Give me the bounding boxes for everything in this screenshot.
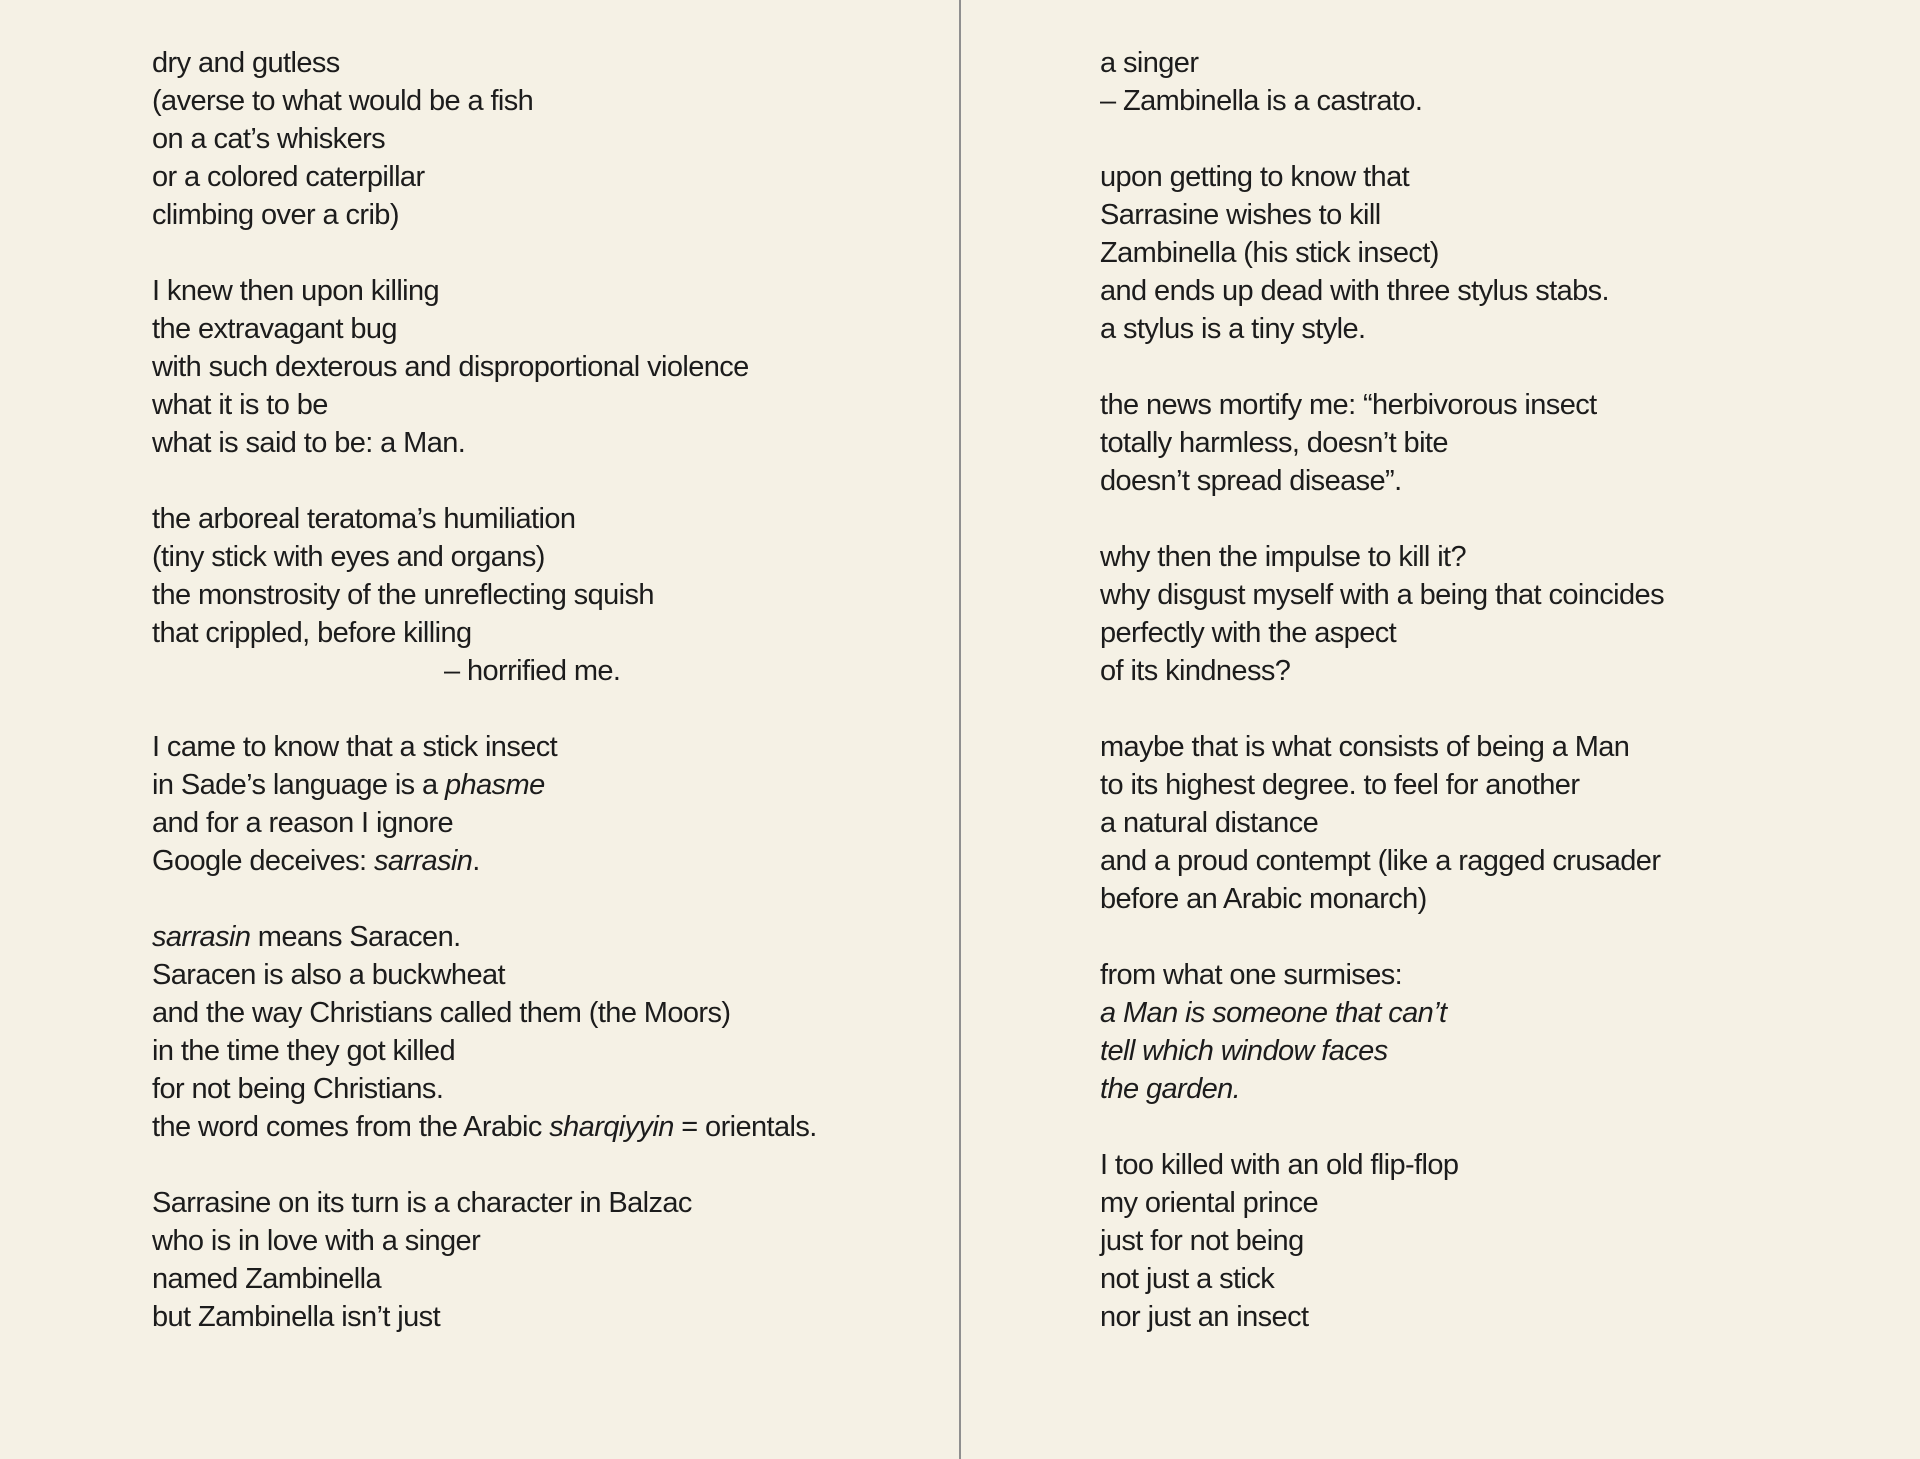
- poem-line: [152, 386, 912, 424]
- line-text: named Zambinella: [152, 1263, 381, 1295]
- poem-line: [152, 652, 912, 690]
- poem-line: [1100, 614, 1860, 652]
- poem-line: [152, 310, 912, 348]
- line-text: the monstrosity of the unreflecting squish: [152, 579, 654, 611]
- stanza-break: [152, 880, 912, 918]
- line-text: my oriental prince: [1100, 1187, 1319, 1219]
- line-text: before an Arabic monarch): [1100, 883, 1427, 915]
- right-page: [1100, 44, 1860, 1336]
- line-text: I came to know that a stick insect: [152, 731, 558, 763]
- poem-line: [152, 1070, 912, 1108]
- poem-line: [1100, 956, 1860, 994]
- poem-line: [152, 1184, 912, 1222]
- line-text: for not being Christians.: [152, 1073, 444, 1105]
- line-text: and for a reason I ignore: [152, 807, 453, 839]
- poem-line: [152, 196, 912, 234]
- line-text: I knew then upon killing: [152, 275, 440, 307]
- poem-line: [1100, 386, 1860, 424]
- line-text: Google deceives:: [152, 845, 374, 877]
- poem-line: [152, 538, 912, 576]
- line-text: who is in love with a singer: [152, 1225, 481, 1257]
- poem-line: [152, 1032, 912, 1070]
- poem-line: [152, 728, 912, 766]
- poem-line: [1100, 728, 1860, 766]
- line-text: – horrified me.: [444, 655, 621, 687]
- line-text: (tiny stick with eyes and organs): [152, 541, 545, 573]
- line-text: in the time they got killed: [152, 1035, 455, 1067]
- italic-text: phasme: [445, 769, 545, 801]
- poem-line: [1100, 1184, 1860, 1222]
- line-text: not just a stick: [1100, 1263, 1275, 1295]
- poem-line: [1100, 1146, 1860, 1184]
- poem-line: [152, 994, 912, 1032]
- line-text: Saracen is also a buckwheat: [152, 959, 505, 991]
- poem-line: [1100, 766, 1860, 804]
- line-text: a natural distance: [1100, 807, 1319, 839]
- line-text: .: [472, 845, 480, 877]
- poem-line: [1100, 234, 1860, 272]
- line-text: why then the impulse to kill it?: [1100, 541, 1467, 573]
- line-text: upon getting to know that: [1100, 161, 1410, 193]
- stanza-break: [1100, 348, 1860, 386]
- poem-line: [152, 1222, 912, 1260]
- poem-line: [1100, 424, 1860, 462]
- poem-line: [1100, 44, 1860, 82]
- poem-line: [152, 614, 912, 652]
- poem-line: [1100, 158, 1860, 196]
- line-text: (averse to what would be a fish: [152, 85, 534, 117]
- line-text: and ends up dead with three stylus stabs.: [1100, 275, 1610, 307]
- line-text: means Saracen.: [250, 921, 461, 953]
- poem-line: [1100, 538, 1860, 576]
- line-text: maybe that is what consists of being a Man: [1100, 731, 1630, 763]
- stanza-break: [1100, 1108, 1860, 1146]
- poem-line: [1100, 994, 1860, 1032]
- poem-line: [1100, 196, 1860, 234]
- line-text: dry and gutless: [152, 47, 340, 79]
- poem-line: [1100, 842, 1860, 880]
- line-text: – Zambinella is a castrato.: [1100, 85, 1423, 117]
- poem-line: [1100, 804, 1860, 842]
- poem-line: [152, 918, 912, 956]
- poem-line: [152, 44, 912, 82]
- poem-line: [152, 956, 912, 994]
- line-text: why disgust myself with a being that coincides: [1100, 579, 1664, 611]
- line-text: totally harmless, doesn’t bite: [1100, 427, 1448, 459]
- stanza-break: [1100, 120, 1860, 158]
- poem-line: [1100, 462, 1860, 500]
- poem-line: [152, 804, 912, 842]
- line-text: the extravagant bug: [152, 313, 397, 345]
- poem-line: [1100, 576, 1860, 614]
- poem-line: [152, 424, 912, 462]
- line-text: in Sade’s language is a: [152, 769, 446, 801]
- line-text: with such dexterous and disproportional violence: [152, 351, 749, 383]
- poem-line: [1100, 272, 1860, 310]
- poem-line: [152, 158, 912, 196]
- stanza-break: [152, 234, 912, 272]
- poem-line: [1100, 310, 1860, 348]
- poem-line: [152, 842, 912, 880]
- poem-line: [1100, 1260, 1860, 1298]
- poem-line: [1100, 1070, 1860, 1108]
- line-text: to its highest degree. to feel for another: [1100, 769, 1580, 801]
- line-text: just for not being: [1100, 1225, 1304, 1257]
- line-text: = orientals.: [673, 1111, 817, 1143]
- line-text: I too killed with an old flip-flop: [1100, 1149, 1459, 1181]
- line-text: a singer: [1100, 47, 1199, 79]
- poem-line: [1100, 880, 1860, 918]
- line-text: Sarrasine wishes to kill: [1100, 199, 1381, 231]
- poem-line: [1100, 82, 1860, 120]
- line-text: from what one surmises:: [1100, 959, 1403, 991]
- poem-line: [152, 272, 912, 310]
- poem-line: [152, 348, 912, 386]
- poem-line: [152, 1260, 912, 1298]
- italic-text: sharqiyyin: [549, 1111, 674, 1143]
- stanza-break: [1100, 500, 1860, 538]
- line-text: nor just an insect: [1100, 1301, 1309, 1333]
- line-text: and the way Christians called them (the Moors): [152, 997, 731, 1029]
- italic-text: the garden.: [1100, 1073, 1241, 1105]
- line-text: and a proud contempt (like a ragged crusader: [1100, 845, 1661, 877]
- line-text: but Zambinella isn’t just: [152, 1301, 441, 1333]
- poem-line: [152, 1298, 912, 1336]
- poem-line: [1100, 652, 1860, 690]
- stanza-break: [1100, 690, 1860, 728]
- italic-text: a Man is someone that can’t: [1100, 997, 1447, 1029]
- poem-line: [152, 1108, 912, 1146]
- line-text: or a colored caterpillar: [152, 161, 425, 193]
- poem-line: [152, 82, 912, 120]
- line-text: climbing over a crib): [152, 199, 399, 231]
- line-text: a stylus is a tiny style.: [1100, 313, 1366, 345]
- stanza-break: [152, 1146, 912, 1184]
- line-text: the word comes from the Arabic: [152, 1111, 550, 1143]
- left-page: [152, 44, 912, 1336]
- stanza-break: [152, 690, 912, 728]
- line-text: that crippled, before killing: [152, 617, 472, 649]
- poem-line: [152, 120, 912, 158]
- line-text: the news mortify me: “herbivorous insect: [1100, 389, 1597, 421]
- line-text: what it is to be: [152, 389, 328, 421]
- line-text: on a cat’s whiskers: [152, 123, 386, 155]
- poem-line: [152, 576, 912, 614]
- poem-line: [1100, 1032, 1860, 1070]
- stanza-break: [1100, 918, 1860, 956]
- line-text: what is said to be: a Man.: [152, 427, 466, 459]
- poem-line: [152, 500, 912, 538]
- line-text: perfectly with the aspect: [1100, 617, 1397, 649]
- poem-line: [1100, 1222, 1860, 1260]
- line-text: Sarrasine on its turn is a character in Balzac: [152, 1187, 692, 1219]
- poem-line: [152, 766, 912, 804]
- poem-line: [1100, 1298, 1860, 1336]
- page-gutter-divider: [959, 0, 961, 1459]
- stanza-break: [152, 462, 912, 500]
- italic-text: sarrasin: [152, 921, 251, 953]
- line-text: the arboreal teratoma’s humiliation: [152, 503, 576, 535]
- line-text: of its kindness?: [1100, 655, 1291, 687]
- italic-text: tell which window faces: [1100, 1035, 1388, 1067]
- line-text: Zambinella (his stick insect): [1100, 237, 1439, 269]
- italic-text: sarrasin: [373, 845, 473, 877]
- line-text: doesn’t spread disease”.: [1100, 465, 1402, 497]
